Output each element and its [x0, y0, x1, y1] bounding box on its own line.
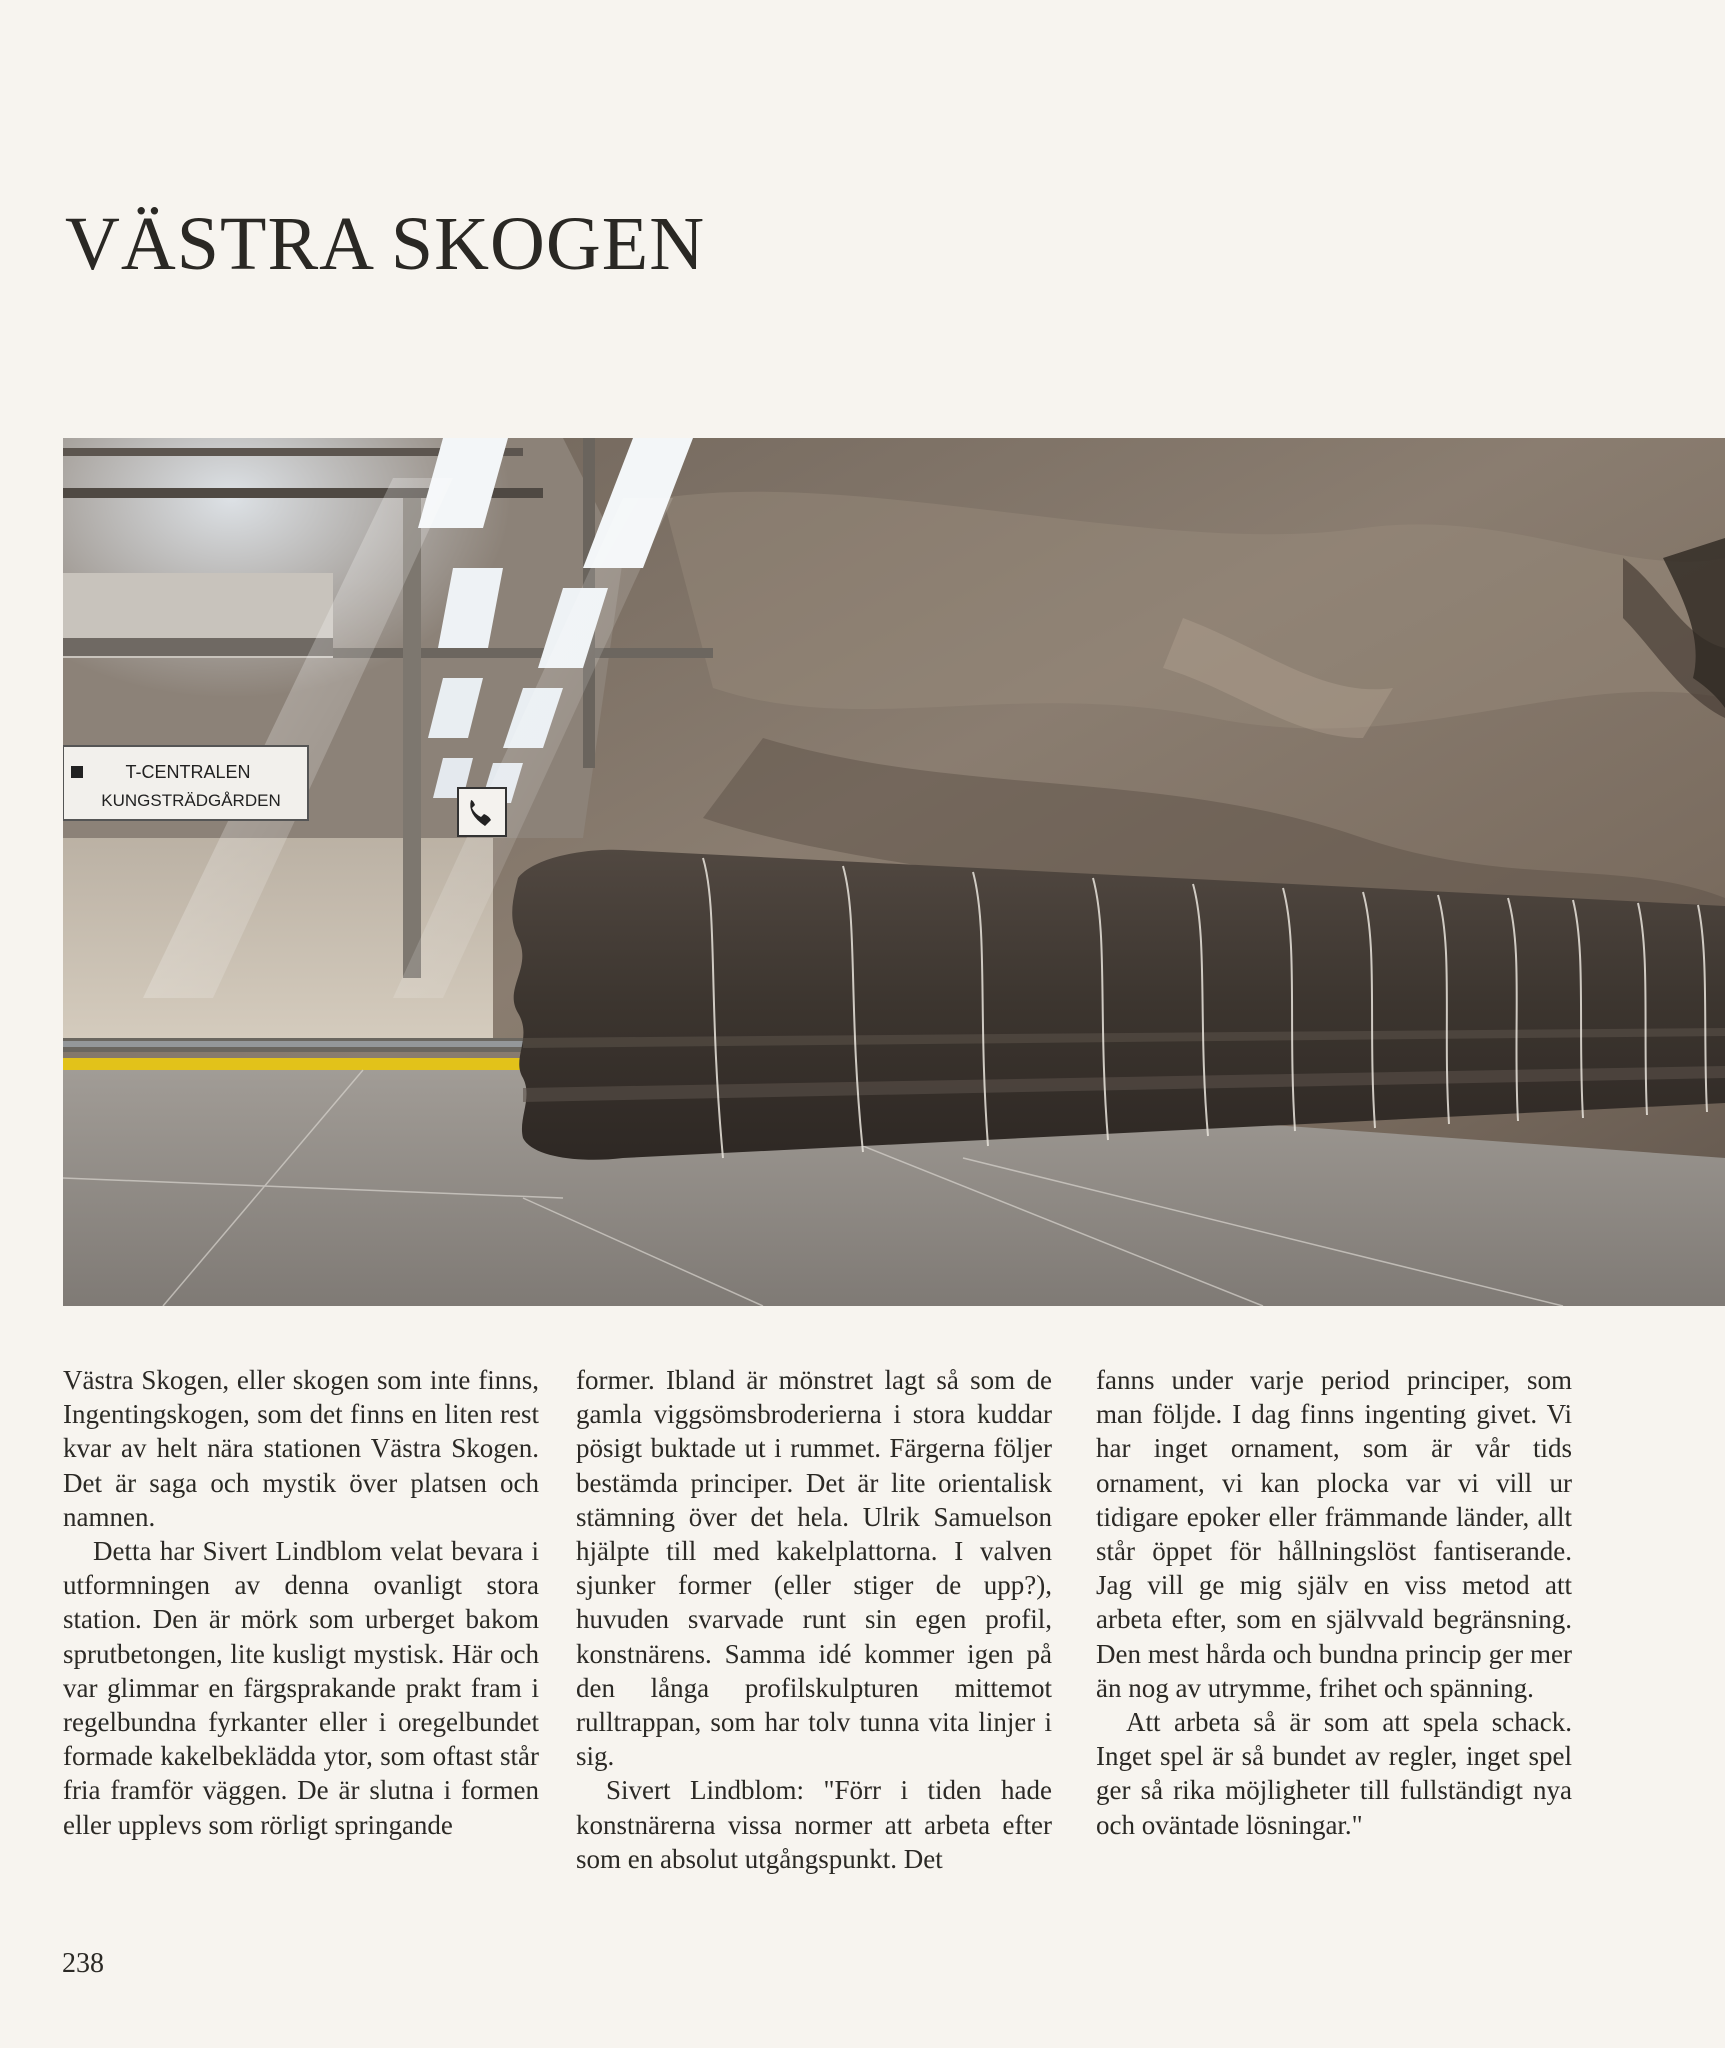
- paragraph: former. Ibland är mönstret lagt så som de gamla viggsömsbroderierna i stora kuddar pösigt buktade ut i rummet. Färgerna följer bestämda principer. Det är lite orientalisk stämning över det hela. Ulrik Samuelson hjälpte till med kakelplattorna. I valven sjunker former (eller stiger de upp?), huvuden svarvade runt sin egen profil, konstnärens. Samma idé kommer igen på den långa profilskulpturen mittemot rulltrappan, som har tolv tunna vita linjer i sig.: [576, 1365, 1052, 1772]
- paragraph: Att arbeta så är som att spela schack. Inget spel är så bundet av regler, inget spel ger så rika möjligheter till fullständigt nya och oväntade lösningar.": [1096, 1707, 1572, 1840]
- paragraph: Västra Skogen, eller skogen som inte finns, Ingentingskogen, som det finns en liten rest kvar av helt nära stationen Västra Skogen. Det är saga och mystik över platsen och namnen.: [63, 1365, 539, 1532]
- paragraph: fanns under varje period principer, som man följde. I dag finns ingenting givet. Vi har inget ornament, som är vår tids ornament, vi kan plocka var vi vill ur tidigare epoker eller främmande länder, allt står öppet för hållningslöst fantiserande. Jag vill ge mig själv en viss metod att arbeta efter, som en självvald begränsning. Den mest hårda och bundna princip ger mer än nog av utrymme, frihet och spänning.: [1096, 1365, 1572, 1703]
- article-text: [63, 1363, 1683, 1923]
- page-title: VÄSTRA SKOGEN: [65, 201, 706, 286]
- sign-line-2: KUNGSTRÄDGÅRDEN: [101, 791, 281, 810]
- station-photo-illustration: [63, 438, 1725, 1306]
- telephone-sign: [458, 788, 506, 836]
- page-number: 238: [62, 1948, 104, 1979]
- text-column-2: [576, 1363, 1052, 1876]
- text-column-1: [63, 1363, 539, 1842]
- paragraph: Sivert Lindblom: "Förr i tiden hade konstnärerna vissa normer att arbeta efter som en absolut utgångspunkt. Det: [576, 1775, 1052, 1874]
- station-sign: [63, 746, 308, 820]
- station-photo: [63, 438, 1725, 1306]
- paragraph: Detta har Sivert Lindblom velat bevara i utformningen av denna ovanligt stora station. Den är mörk som urberget bakom sprutbetongen, lite kusligt mystisk. Här och var glimmar en färgsprakande prakt fram i regelbundna fyrkanter eller i oregelbundet formade kakelbeklädda ytor, som oftast står fria framför väggen. De är slutna i formen eller upplevs som rörligt springande: [63, 1536, 539, 1840]
- sign-line-1: T-CENTRALEN: [125, 762, 251, 782]
- text-column-3: [1096, 1363, 1572, 1842]
